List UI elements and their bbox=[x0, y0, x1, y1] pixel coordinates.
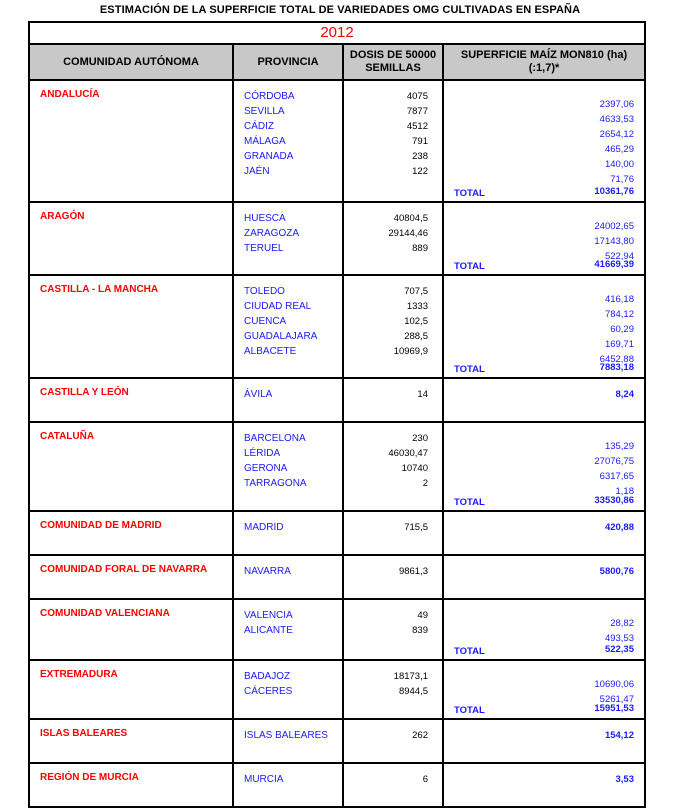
dosis-list bbox=[343, 511, 443, 555]
header-superficie-line1: SUPERFICIE MAÍZ MON810 (ha) bbox=[460, 49, 628, 61]
header-superficie-line2: (:1,7)* bbox=[528, 62, 560, 74]
province-name: GRANADA bbox=[244, 151, 294, 162]
total-row bbox=[454, 496, 634, 508]
dosis-value: 707,5 bbox=[404, 286, 428, 297]
region-name: CASTILLA Y LEÓN bbox=[29, 378, 233, 422]
column-header-row bbox=[29, 44, 645, 80]
dosis-value: 4512 bbox=[406, 121, 428, 132]
region-name: ARAGÓN bbox=[29, 202, 233, 275]
total-value: 15951,53 bbox=[594, 703, 634, 714]
superficie-value: 5261,47 bbox=[599, 694, 634, 705]
province-name: MADRID bbox=[244, 522, 284, 533]
dosis-list bbox=[343, 719, 443, 763]
province-name: TARRAGONA bbox=[244, 478, 307, 489]
region-name: CATALUÑA bbox=[29, 422, 233, 511]
province-name: CÓRDOBA bbox=[244, 91, 295, 102]
region-row bbox=[29, 202, 645, 275]
total-label: TOTAL bbox=[454, 646, 485, 657]
province-name: MÁLAGA bbox=[244, 136, 286, 147]
province-name: VALENCIA bbox=[244, 610, 293, 621]
province-name: MURCIA bbox=[244, 774, 284, 785]
dosis-list bbox=[343, 555, 443, 599]
region-row bbox=[29, 763, 645, 807]
province-name: ALBACETE bbox=[244, 346, 297, 357]
region-row bbox=[29, 275, 645, 378]
superficie-cell bbox=[443, 422, 645, 511]
superficie-value: 4633,53 bbox=[599, 114, 634, 125]
province-list bbox=[233, 80, 343, 202]
superficie-total-value: 154,12 bbox=[604, 730, 634, 741]
superficie-cell bbox=[443, 378, 645, 422]
header-dosis bbox=[343, 44, 443, 80]
region-name: COMUNIDAD FORAL DE NAVARRA bbox=[29, 555, 233, 599]
dosis-value: 18173,1 bbox=[393, 671, 428, 682]
dosis-value: 10740 bbox=[401, 463, 428, 474]
dosis-list bbox=[343, 275, 443, 378]
region-row bbox=[29, 719, 645, 763]
total-row bbox=[454, 260, 634, 272]
region-name: ANDALUCÍA bbox=[29, 80, 233, 202]
region-row bbox=[29, 660, 645, 719]
superficie-total-value: 8,24 bbox=[615, 389, 634, 400]
superficie-value: 135,29 bbox=[604, 441, 634, 452]
superficie-value: 784,12 bbox=[604, 309, 634, 320]
header-superficie bbox=[443, 44, 645, 80]
superficie-value: 416,18 bbox=[604, 294, 634, 305]
province-name: JAÉN bbox=[244, 166, 270, 177]
dosis-value: 9861,3 bbox=[398, 566, 428, 577]
dosis-list bbox=[343, 660, 443, 719]
superficie-value: 493,53 bbox=[604, 633, 634, 644]
total-row bbox=[454, 645, 634, 657]
province-name: GUADALAJARA bbox=[244, 331, 318, 342]
superficie-cell bbox=[443, 719, 645, 763]
superficie-value: 28,82 bbox=[610, 618, 634, 629]
province-name: BARCELONA bbox=[244, 433, 306, 444]
province-list bbox=[233, 422, 343, 511]
dosis-value: 839 bbox=[412, 625, 428, 636]
province-name: CÁCERES bbox=[244, 686, 293, 697]
superficie-total-value: 420,88 bbox=[604, 522, 634, 533]
province-name: NAVARRA bbox=[244, 566, 291, 577]
superficie-value: 71,76 bbox=[610, 174, 634, 185]
superficie-cell bbox=[443, 80, 645, 202]
total-label: TOTAL bbox=[454, 364, 485, 375]
superficie-value: 522,94 bbox=[604, 251, 634, 262]
province-list bbox=[233, 660, 343, 719]
dosis-value: 122 bbox=[412, 166, 428, 177]
dosis-value: 238 bbox=[412, 151, 428, 162]
superficie-value: 10690,06 bbox=[594, 679, 634, 690]
region-name: REGIÓN DE MURCIA bbox=[29, 763, 233, 807]
total-label: TOTAL bbox=[454, 705, 485, 716]
superficie-cell bbox=[443, 763, 645, 807]
region-row bbox=[29, 599, 645, 660]
region-row bbox=[29, 378, 645, 422]
dosis-value: 262 bbox=[412, 730, 428, 741]
province-name: SEVILLA bbox=[244, 106, 285, 117]
superficie-value: 6317,65 bbox=[599, 471, 634, 482]
dosis-list bbox=[343, 80, 443, 202]
dosis-list bbox=[343, 763, 443, 807]
region-row bbox=[29, 555, 645, 599]
region-name: EXTREMADURA bbox=[29, 660, 233, 719]
province-list bbox=[233, 599, 343, 660]
province-name: CUENCA bbox=[244, 316, 287, 327]
superficie-total-value: 5800,76 bbox=[599, 566, 634, 577]
total-value: 33530,86 bbox=[594, 495, 634, 506]
total-value: 522,35 bbox=[604, 644, 634, 655]
region-row bbox=[29, 422, 645, 511]
total-label: TOTAL bbox=[454, 188, 485, 199]
dosis-value: 10969,9 bbox=[393, 346, 428, 357]
province-name: ÁVILA bbox=[244, 389, 273, 400]
total-value: 41669,39 bbox=[594, 259, 634, 270]
province-name: TOLEDO bbox=[244, 286, 285, 297]
province-list bbox=[233, 275, 343, 378]
superficie-cell bbox=[443, 202, 645, 275]
superficie-value: 60,29 bbox=[610, 324, 634, 335]
superficie-value: 465,29 bbox=[604, 144, 634, 155]
header-provincia: PROVINCIA bbox=[233, 44, 343, 80]
dosis-value: 49 bbox=[417, 610, 428, 621]
province-name: ZARAGOZA bbox=[244, 228, 300, 239]
superficie-value: 1,18 bbox=[615, 486, 634, 497]
province-name: HUESCA bbox=[244, 213, 286, 224]
header-dosis-line2: SEMILLAS bbox=[365, 62, 421, 74]
dosis-list bbox=[343, 599, 443, 660]
superficie-value: 6452,88 bbox=[599, 354, 634, 365]
dosis-value: 1333 bbox=[406, 301, 428, 312]
province-name: BADAJOZ bbox=[244, 671, 291, 682]
dosis-list bbox=[343, 422, 443, 511]
province-name: CIUDAD REAL bbox=[244, 301, 312, 312]
region-name: CASTILLA - LA MANCHA bbox=[29, 275, 233, 378]
province-list bbox=[233, 555, 343, 599]
province-list bbox=[233, 378, 343, 422]
dosis-value: 14 bbox=[417, 389, 428, 400]
region-row bbox=[29, 511, 645, 555]
total-row bbox=[454, 187, 634, 199]
superficie-value: 2397,06 bbox=[599, 99, 634, 110]
header-dosis-line1: DOSIS DE 50000 bbox=[349, 49, 437, 61]
region-name: ISLAS BALEARES bbox=[29, 719, 233, 763]
header-comunidad: COMUNIDAD AUTÓNOMA bbox=[29, 44, 233, 80]
dosis-value: 791 bbox=[412, 136, 428, 147]
province-name: GERONA bbox=[244, 463, 288, 474]
superficie-value: 169,71 bbox=[604, 339, 634, 350]
year-header: 2012 bbox=[29, 22, 645, 44]
dosis-value: 4075 bbox=[406, 91, 428, 102]
dosis-value: 102,5 bbox=[404, 316, 428, 327]
total-row bbox=[454, 704, 634, 716]
province-name: ALICANTE bbox=[244, 625, 293, 636]
dosis-value: 715,5 bbox=[404, 522, 428, 533]
region-name: COMUNIDAD DE MADRID bbox=[29, 511, 233, 555]
gmo-surface-table bbox=[28, 21, 646, 808]
province-list bbox=[233, 719, 343, 763]
superficie-value: 140,00 bbox=[604, 159, 634, 170]
total-value: 7883,18 bbox=[599, 362, 634, 373]
superficie-cell bbox=[443, 275, 645, 378]
province-list bbox=[233, 763, 343, 807]
dosis-value: 8944,5 bbox=[398, 686, 428, 697]
province-name: CÁDIZ bbox=[244, 121, 274, 132]
dosis-value: 7877 bbox=[406, 106, 428, 117]
dosis-value: 889 bbox=[412, 243, 428, 254]
superficie-total-value: 3,53 bbox=[615, 774, 634, 785]
province-name: ISLAS BALEARES bbox=[244, 730, 328, 741]
superficie-value: 17143,80 bbox=[594, 236, 634, 247]
province-name: TERUEL bbox=[244, 243, 284, 254]
superficie-value: 27076,75 bbox=[594, 456, 634, 467]
superficie-cell bbox=[443, 599, 645, 660]
superficie-cell bbox=[443, 555, 645, 599]
superficie-value: 2654,12 bbox=[599, 129, 634, 140]
total-row bbox=[454, 363, 634, 375]
dosis-value: 29144,46 bbox=[388, 228, 428, 239]
dosis-value: 40804,5 bbox=[393, 213, 428, 224]
dosis-list bbox=[343, 202, 443, 275]
dosis-value: 230 bbox=[412, 433, 428, 444]
document-title: ESTIMACIÓN DE LA SUPERFICIE TOTAL DE VARIEDADES OMG CULTIVADAS EN ESPAÑA bbox=[99, 4, 581, 16]
dosis-value: 46030,47 bbox=[388, 448, 428, 459]
dosis-value: 2 bbox=[422, 478, 428, 489]
dosis-value: 288,5 bbox=[404, 331, 428, 342]
province-list bbox=[233, 202, 343, 275]
superficie-value: 24002,65 bbox=[594, 221, 634, 232]
province-list bbox=[233, 511, 343, 555]
superficie-cell bbox=[443, 511, 645, 555]
total-label: TOTAL bbox=[454, 261, 485, 272]
province-name: LÉRIDA bbox=[244, 448, 281, 459]
superficie-cell bbox=[443, 660, 645, 719]
region-row bbox=[29, 80, 645, 202]
region-name: COMUNIDAD VALENCIANA bbox=[29, 599, 233, 660]
total-value: 10361,76 bbox=[594, 186, 634, 197]
total-label: TOTAL bbox=[454, 497, 485, 508]
dosis-list bbox=[343, 378, 443, 422]
dosis-value: 6 bbox=[422, 774, 428, 785]
